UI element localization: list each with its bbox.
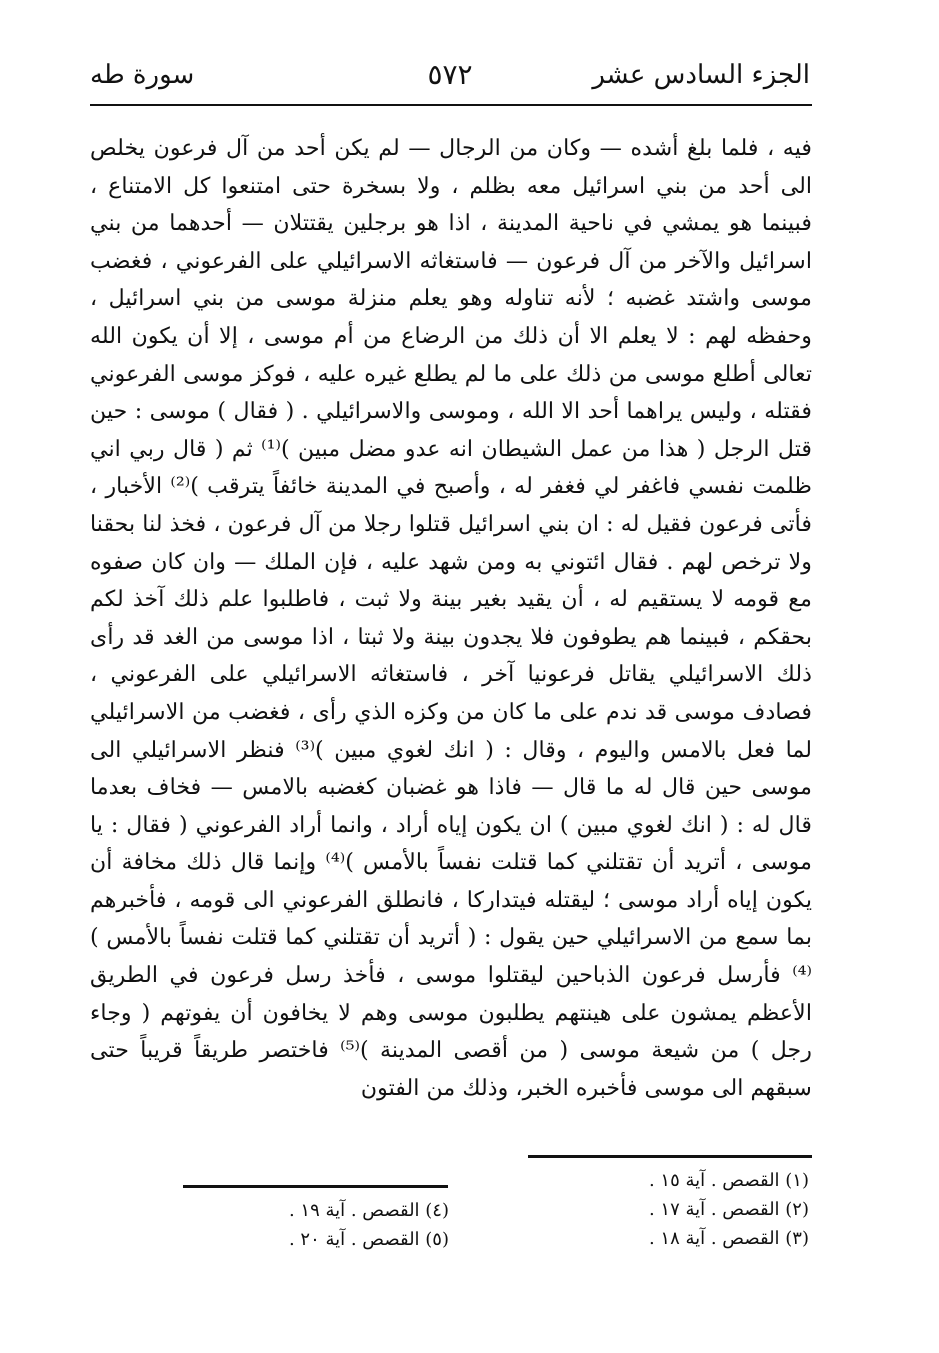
footnotes-right — [559, 1166, 809, 1253]
surah-title: سورة طه — [90, 60, 195, 90]
body-text: فيه ، فلما بلغ أشده — وكان من الرجال — لم يكن أحد من آل فرعون يخلص الى أحد من بني اسرائيل معه بظلم ، ولا بسخرة حتى امتنعوا كل الامتناع ، فبينما هو يمشي في ناحية المدينة ، اذا هو برجلين يقتتلان — أحدهما من بني اسرائيل والآخر من آل فرعون — فاستغاثه الاسرائيلي على الفرعوني ، فغضب موسى واشتد غضبه ؛ لأنه تناوله وهو يعلم منزلة موسى من بني اسرائيل ، وحفظه لهم : لا يعلم الا أن ذلك من الرضاع من أم موسى ، إلا أن يكون الله تعالى أطلع موسى من ذلك على ما لم يطلع غيره عليه ، فوكز موسى الفرعوني فقتله ، وليس يراهما أحد الا الله ، وموسى والاسرائيلي . ( فقال ) موسى : حين قتل الرجل ( هذا من عمل الشيطان انه عدو مضل مبين )⁽¹⁾ ثم ( قال ربي اني ظلمت نفسي فاغفر لي فغفر له ، وأصبح في المدينة خائفاً يترقب )⁽²⁾ الأخبار ، فأتى فرعون فقيل له : ان بني اسرائيل قتلوا رجلا من آل فرعون ، فخذ لنا بحقنا ولا ترخص لهم . فقال ائتوني به ومن شهد عليه ، فإن الملك — وان كان صفوه مع قومه لا يستقيم له ، أن يقيد بغير بينة ولا ثبت ، فاطلبوا علم ذلك آخذ لكم بحقكم ، فبينما هم يطوفون فلا يجدون بينة ولا ثبتا ، اذا موسى من الغد قد رأى ذلك الاسرائيلي يقاتل فرعونيا آخر ، فاستغاثه الاسرائيلي على الفرعوني ، فصادف موسى قد ندم على ما كان من وكزه الذي رأى ، فغضب من الاسرائيلي لما فعل بالامس واليوم ، وقال : ( انك لغوي مبين )⁽³⁾ فنظر الاسرائيلي الى موسى حين قال له ما قال — فاذا هو غضبان كغضبه بالامس — فخاف بعدما قال له : ( انك لغوي مبين ) ان يكون إياه أراد ، وانما أراد الفرعوني ( فقال : يا موسى ، أتريد أن تقتلني كما قتلت نفساً بالأمس )⁽⁴⁾ وإنما قال ذلك مخافة أن يكون إياه أراد موسى ؛ ليقتله فيتداركا ، فانطلق الفرعوني الى قومه ، فأخبرهم بما سمع من الاسرائيلي حين يقول : ( أتريد أن تقتلني كما قتلت نفساً بالأمس )⁽⁴⁾ فأرسل فرعون الذباحين ليقتلوا موسى ، فأخذ رسل فرعون في الطريق الأعظم يمشون على هينتهم يطلبون موسى وهم لا يخافون أن يفوتهم ( وجاء رجل ) من شيعة موسى ( من أقصى المدينة )⁽⁵⁾ فاختصر طريقاً قريباً حتى سبقهم الى موسى فأخبره الخبر، وذلك من الفتون — [90, 135, 813, 1101]
page-number: ٥٧٢ — [427, 58, 473, 91]
page-header — [90, 52, 810, 102]
part-title: الجزء السادس عشر — [592, 60, 810, 90]
footnote-4: (٤) القصص . آية ١٩ . — [288, 1200, 449, 1221]
footnote-2: (٢) القصص . آية ١٧ . — [648, 1199, 809, 1220]
footnote-1: (١) القصص . آية ١٥ . — [648, 1170, 809, 1191]
footnote-5: (٥) القصص . آية ٢٠ . — [288, 1229, 449, 1250]
footnote-divider-right — [528, 1155, 812, 1158]
footnote-3: (٣) القصص . آية ١٨ . — [648, 1228, 809, 1249]
footnotes-left — [199, 1196, 449, 1254]
header-divider — [90, 104, 812, 106]
footnote-divider-left — [183, 1185, 448, 1188]
